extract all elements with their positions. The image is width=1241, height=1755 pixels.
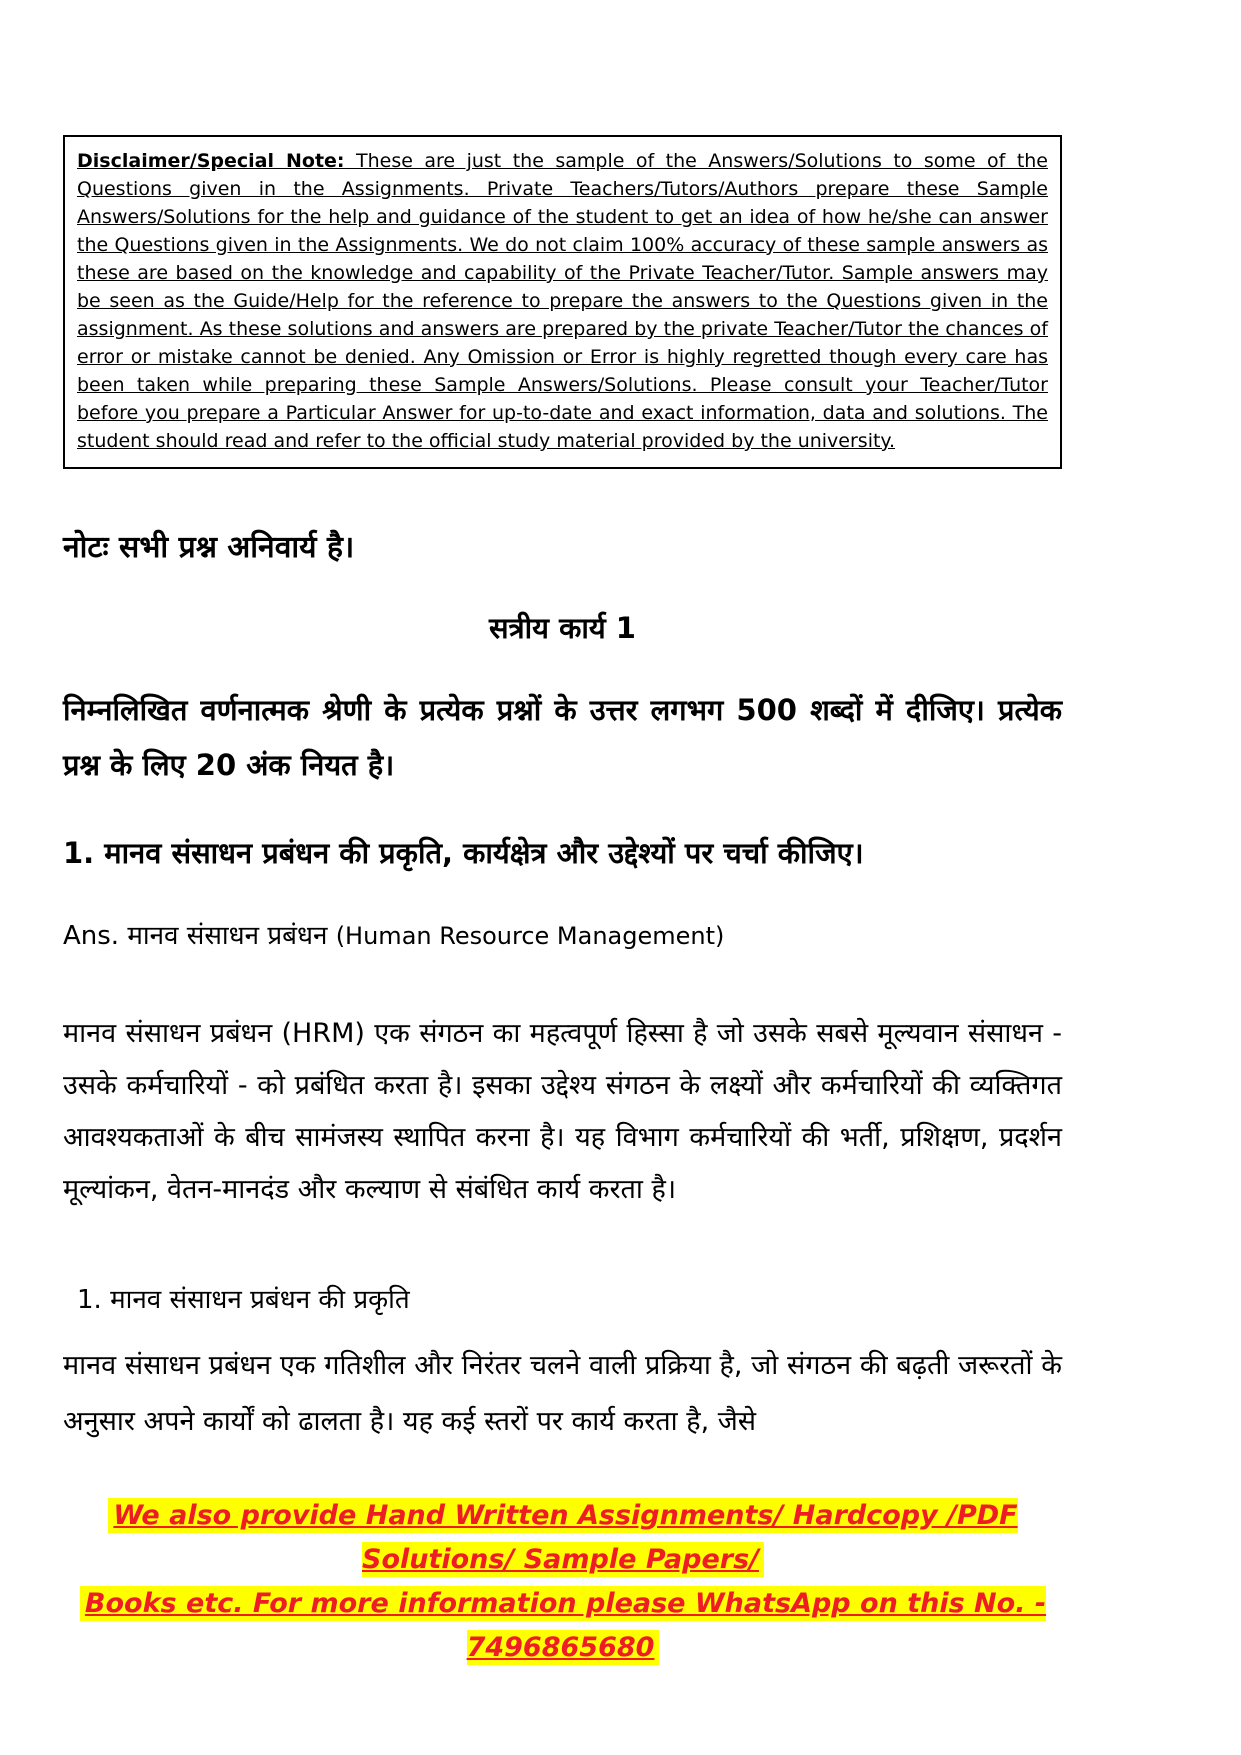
promo-footer-text-1: We also provide Hand Written Assignments/ Hardcopy /PDF Solutions/ Sample Papers/ (108, 1498, 1017, 1577)
promo-footer (63, 1494, 1063, 1670)
instructions-paragraph: निम्नलिखित वर्णनात्मक श्रेणी के प्रत्येक प्रश्नों के उत्तर लगभग 500 शब्दों में दीजिए। प्रत्येक प्रश्न के लिए 20 अंक नियत है। (63, 693, 1062, 782)
answer-paragraph-1: मानव संसाधन प्रबंधन (HRM) एक संगठन का महत्वपूर्ण हिस्सा है जो उसके सबसे मूल्यवान संसाधन - उसके कर्मचारियों - को प्रबंधित करता है। इसका उद्देश्य संगठन के लक्ष्यों और कर्मचारियों की व्यक्तिगत आवश्यकताओं के बीच सामंजस्य स्थापित करना है। यह विभाग कर्मचारियों की भर्ती, प्रशिक्षण, प्रदर्शन मूल्यांकन, वेतन-मानदंड और कल्याण से संबंधित कार्य करता है। (63, 1018, 1062, 1205)
promo-footer-line (63, 1582, 1063, 1670)
note-heading: नोटः सभी प्रश्न अनिवार्य है। (63, 530, 355, 565)
answer-paragraph-2: मानव संसाधन प्रबंधन एक गतिशील और निरंतर चलने वाली प्रक्रिया है, जो संगठन की बढ़ती जरूरतों के अनुसार अपने कार्यों को ढालता है। यह कई स्तरों पर कार्य करता है, जैसे (63, 1350, 1062, 1437)
disclaimer-text (77, 147, 1048, 455)
disclaimer-box (63, 135, 1062, 469)
answer-subheading-1: 1. मानव संसाधन प्रबंधन की प्रकृति (77, 1285, 410, 1315)
answer-title-hindi: मानव संसाधन प्रबंधन (127, 921, 328, 951)
session-title: सत्रीय कार्य 1 (489, 611, 636, 645)
promo-footer-text-2: Books etc. For more information please WhatsApp on this No. - 7496865680 (80, 1586, 1046, 1665)
promo-footer-line (63, 1494, 1063, 1582)
disclaimer-label: Disclaimer/Special Note: (77, 150, 345, 172)
answer-title-english: (Human Resource Management) (335, 922, 725, 950)
answer-label: Ans. (63, 921, 120, 951)
question-1-heading: 1. मानव संसाधन प्रबंधन की प्रकृति, कार्यक्षेत्र और उद्देश्यों पर चर्चा कीजिए। (63, 836, 864, 870)
disclaimer-body: These are just the sample of the Answers/Solutions to some of the Questions given in the Assignments. Private Teachers/Tutors/Authors prepare these Sample Answers/Solutions for the help and guidance of the student to get an idea of how he/she can answer the Questions given in the Assignments. We do not claim 100% accuracy of these sample answers as these are based on the knowledge and capability of the Private Teacher/Tutor. Sample answers may be seen as the Guide/Help for the reference to prepare the answers to the Questions given in the assignment. As these solutions and answers are prepared by the private Teacher/Tutor the chances of error or mistake cannot be denied. Any Omission or Error is highly regretted though every care has been taken while preparing these Sample Answers/Solutions. Please consult your Teacher/Tutor before you prepare a Particular Answer for up-to-date and exact information, data and solutions. The student should read and refer to the official study material provided by the university. (77, 150, 1049, 452)
answer-intro-line (63, 916, 1062, 952)
